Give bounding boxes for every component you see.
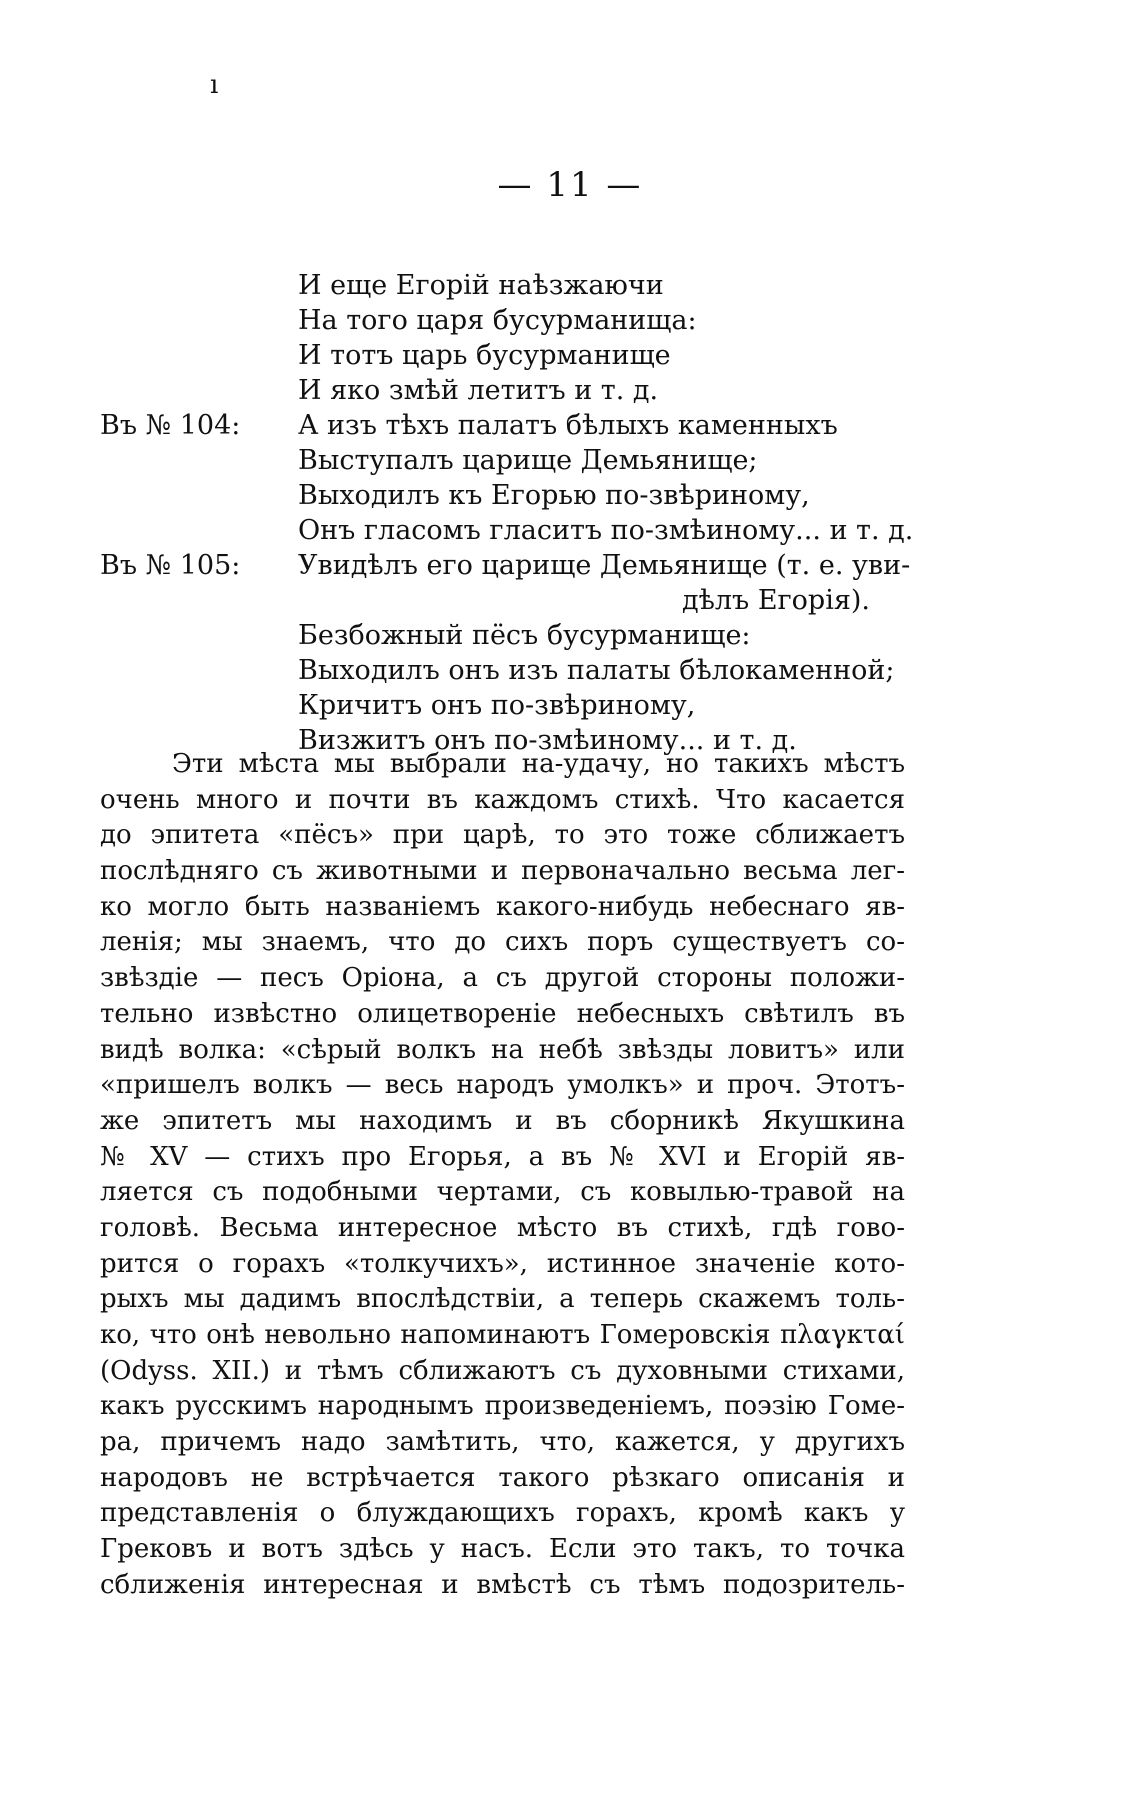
verse-text: И еще Егорій наѣзжаючи xyxy=(298,270,664,301)
paragraph-line: Эти мѣста мы выбрали на-удачу, но такихъ мѣстъ xyxy=(172,749,905,779)
verse-line xyxy=(0,653,1140,688)
paragraph-line: послѣдняго съ животными и первоначально весьма лег- xyxy=(100,856,905,887)
paragraph-line: тельно извѣстно олицетвореніе небесныхъ свѣтилъ въ xyxy=(100,998,905,1029)
paragraph-line: очень много и почти въ каждомъ стихѣ. Что касается xyxy=(100,784,905,815)
paragraph-line: «пришелъ волкъ — весь народъ умолкъ» и проч. Этотъ- xyxy=(100,1070,905,1101)
verse-line xyxy=(0,548,1140,583)
paragraph-line: (Odyss. XII.) и тѣмъ сближаютъ съ духовными стихами, xyxy=(100,1355,905,1386)
paragraph-line: рится о горахъ «толкучихъ», истинное значеніе кото- xyxy=(100,1248,905,1279)
verse-continuation: дѣлъ Егорія). xyxy=(682,585,870,616)
stray-print-mark: ı xyxy=(210,70,219,100)
verse-line xyxy=(0,688,1140,723)
verse-line xyxy=(0,268,1140,303)
verse-line xyxy=(0,513,1140,548)
verse-text: Онъ гласомъ гласитъ по-змѣиному... и т. д. xyxy=(298,515,914,546)
verse-line xyxy=(0,443,1140,478)
verse-line xyxy=(0,373,1140,408)
verse-text: Выходилъ къ Егорью по-звѣриному, xyxy=(298,480,810,511)
verse-text: Кричитъ онъ по-звѣриному, xyxy=(298,690,696,721)
verse-line xyxy=(0,618,1140,653)
paragraph-line: рыхъ мы дадимъ впослѣдствіи, а теперь скажемъ толь- xyxy=(100,1284,905,1315)
verse-text: Увидѣлъ его царище Демьянище (т. е. уви- xyxy=(298,550,911,581)
verse-source-marker: Въ № 104: xyxy=(100,410,241,441)
paragraph-line: ко могло быть названіемъ какого-нибудь небеснаго яв- xyxy=(100,891,905,922)
verse-text: А изъ тѣхъ палатъ бѣлыхъ каменныхъ xyxy=(298,410,838,441)
verse-text: И тотъ царь бусурманище xyxy=(298,340,671,371)
paragraph-line: головѣ. Весьма интересное мѣсто въ стихѣ, гдѣ гово- xyxy=(100,1212,905,1243)
verse-text: Выходилъ онъ изъ палаты бѣлокаменной; xyxy=(298,655,895,686)
verse-text: На того царя бусурманища: xyxy=(298,305,697,336)
verse-line xyxy=(0,338,1140,373)
paragraph-line: сближенія интересная и вмѣстѣ съ тѣмъ подозритель- xyxy=(100,1569,905,1600)
paragraph-line: же эпитетъ мы находимъ и въ сборникѣ Якушкина xyxy=(100,1105,905,1136)
verse-text: И яко змѣй летитъ и т. д. xyxy=(298,375,659,406)
verse-text: Выступалъ царище Демьянище; xyxy=(298,445,758,476)
verse-source-marker: Въ № 105: xyxy=(100,550,241,581)
paragraph-line: какъ русскимъ народнымъ произведеніемъ, поэзію Гоме- xyxy=(100,1391,905,1422)
paragraph-line: ляется съ подобными чертами, съ ковылью-травой на xyxy=(100,1177,905,1208)
paragraph-line: до эпитета «пёсъ» при царѣ, то это тоже сближаетъ xyxy=(100,820,905,851)
verse-text: Визжитъ онъ по-змѣиному... и т. д. xyxy=(298,725,797,756)
paragraph-line: ко, что онѣ невольно напоминаютъ Гомеровскія πλαγκταί xyxy=(100,1320,905,1350)
paragraph-line: звѣздіе — песъ Оріона, а съ другой стороны положи- xyxy=(100,963,905,994)
page-number: — 11 — xyxy=(497,165,643,205)
paragraph-line: Грековъ и вотъ здѣсь у насъ. Если это такъ, то точка xyxy=(100,1534,905,1565)
paragraph-line: представленія о блуждающихъ горахъ, кромѣ какъ у xyxy=(100,1498,905,1529)
paragraph-line: народовъ не встрѣчается такого рѣзкаго описанія и xyxy=(100,1462,905,1493)
paragraph-line: ра, причемъ надо замѣтить, что, кажется, у другихъ xyxy=(100,1427,905,1458)
body-paragraph xyxy=(100,747,905,1604)
verse-quotations xyxy=(0,268,1140,758)
verse-text: Безбожный пёсъ бусурманище: xyxy=(298,620,751,651)
verse-line xyxy=(0,303,1140,338)
verse-line xyxy=(0,583,1140,618)
paragraph-line: № XV — стихъ про Егорья, а въ № XVI и Егорій яв- xyxy=(100,1141,905,1172)
paragraph-line: видѣ волка: «сѣрый волкъ на небѣ звѣзды ловитъ» или xyxy=(100,1034,905,1065)
paragraph-line: ленія; мы знаемъ, что до сихъ поръ существуетъ со- xyxy=(100,927,905,958)
verse-line xyxy=(0,408,1140,443)
verse-line xyxy=(0,478,1140,513)
